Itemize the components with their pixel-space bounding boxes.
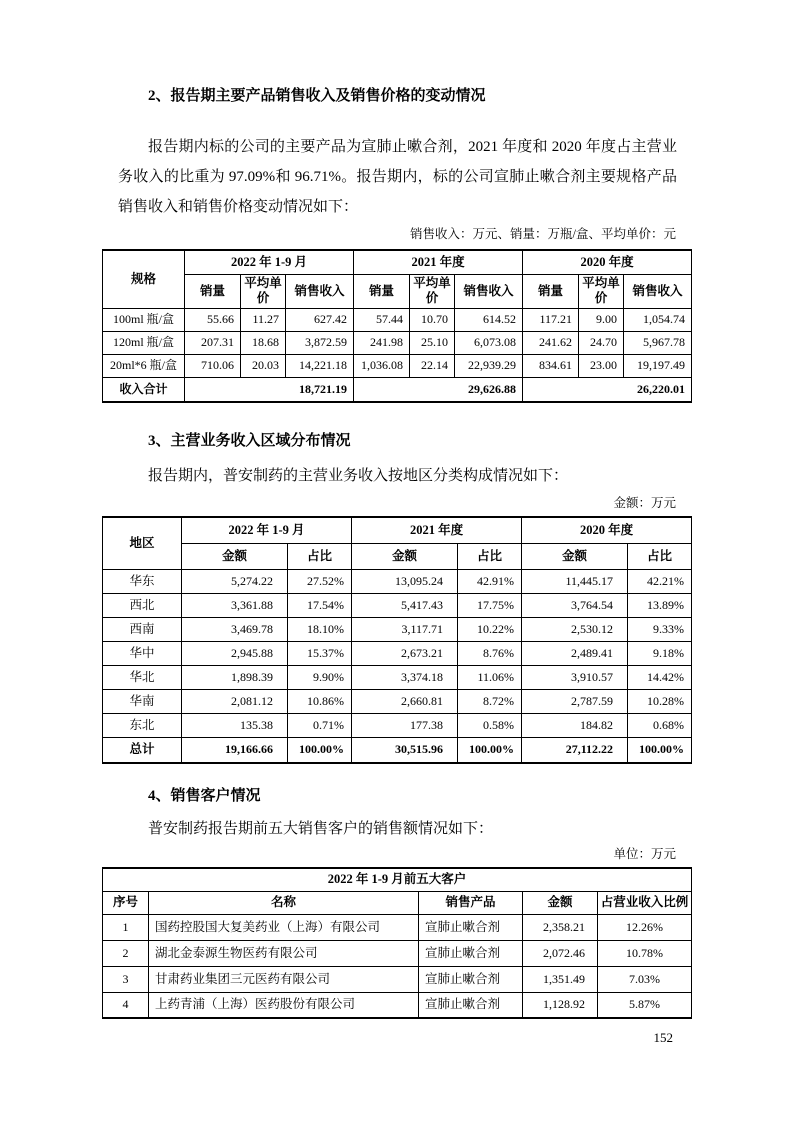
- amount-cell: 1,351.49: [523, 966, 598, 992]
- amount-cell: 2,530.12: [522, 617, 628, 641]
- product-sales-table: [102, 249, 692, 403]
- value-cell: 24.70: [579, 331, 624, 354]
- column-header: 金额: [523, 891, 598, 914]
- table-row: [103, 914, 692, 940]
- subheader: 销售收入: [286, 274, 354, 308]
- value-cell: 14,221.18: [286, 354, 354, 377]
- region-cell: 华北: [103, 665, 182, 689]
- section3-paragraph: 报告期内，普安制药的主营业务收入按地区分类构成情况如下：: [148, 468, 569, 484]
- value-cell: 5,967.78: [624, 331, 692, 354]
- ratio-cell: 8.72%: [458, 689, 522, 713]
- value-cell: 20.03: [241, 354, 286, 377]
- top-customers-table: [102, 867, 692, 1019]
- total-value-cell: 29,626.88: [354, 377, 523, 402]
- amount-cell: 2,072.46: [523, 940, 598, 966]
- region-cell: 华中: [103, 641, 182, 665]
- section3-heading: 3、主营业务收入区域分布情况: [148, 433, 351, 449]
- table-row: [103, 665, 692, 689]
- column-header: 占营业收入比例: [598, 891, 692, 914]
- value-cell: 19,197.49: [624, 354, 692, 377]
- spec-cell: 100ml 瓶/盒: [103, 308, 185, 331]
- ratio-cell: 0.58%: [458, 713, 522, 737]
- value-cell: 6,073.08: [455, 331, 523, 354]
- subheader: 平均单价: [410, 274, 455, 308]
- subheader: 销量: [523, 274, 579, 308]
- table-row: [103, 966, 692, 992]
- subheader: 销量: [185, 274, 241, 308]
- table2-unit-note: 金额：万元: [613, 496, 676, 510]
- index-cell: 3: [103, 966, 149, 992]
- value-cell: 710.06: [185, 354, 241, 377]
- table-subheader-row: [103, 274, 692, 308]
- ratio-cell: 15.37%: [288, 641, 352, 665]
- table-row: [103, 641, 692, 665]
- table-row: [103, 992, 692, 1018]
- value-cell: 834.61: [523, 354, 579, 377]
- amount-cell: 5,274.22: [182, 569, 288, 593]
- section2-heading: 2、报告期主要产品销售收入及销售价格的变动情况: [148, 88, 486, 104]
- subheader: 销量: [354, 274, 410, 308]
- value-cell: 1,036.08: [354, 354, 410, 377]
- ratio-cell: 14.42%: [628, 665, 692, 689]
- amount-cell: 13,095.24: [352, 569, 458, 593]
- table3-unit-note: 单位：万元: [613, 847, 676, 861]
- ratio-cell: 17.75%: [458, 593, 522, 617]
- ratio-cell: 8.76%: [458, 641, 522, 665]
- section2-paragraph: 报告期内标的公司的主要产品为宣肺止嗽合剂，2021 年度和 2020 年度占主营业务收入的比重为 97.09%和 96.71%。报告期内，标的公司宣肺止嗽合剂主要规格产品销售收入和销售价格变动情况如下：: [118, 139, 677, 215]
- ratio-cell: 0.71%: [288, 713, 352, 737]
- subheader: 金额: [182, 543, 288, 569]
- period-header: 2022 年 1-9 月: [182, 517, 352, 543]
- ratio-cell: 27.52%: [288, 569, 352, 593]
- table-total-row: [103, 377, 692, 402]
- region-column-header: 地区: [103, 517, 182, 569]
- period-header: 2020 年度: [522, 517, 692, 543]
- ratio-cell: 11.06%: [458, 665, 522, 689]
- table-title: 2022 年 1-9 月前五大客户: [103, 868, 692, 891]
- region-cell: 华南: [103, 689, 182, 713]
- ratio-cell: 10.86%: [288, 689, 352, 713]
- table-row: [103, 617, 692, 641]
- value-cell: 207.31: [185, 331, 241, 354]
- table-row: [103, 569, 692, 593]
- spec-cell: 120ml 瓶/盒: [103, 331, 185, 354]
- amount-cell: 3,361.88: [182, 593, 288, 617]
- amount-cell: 2,945.88: [182, 641, 288, 665]
- table-header-row: [103, 517, 692, 543]
- total-value-cell: 30,515.96: [352, 737, 458, 763]
- subheader: 占比: [458, 543, 522, 569]
- section4-paragraph: 普安制药报告期前五大销售客户的销售额情况如下：: [148, 821, 494, 837]
- total-label-cell: 收入合计: [103, 377, 185, 402]
- index-cell: 4: [103, 992, 149, 1018]
- ratio-cell: 9.90%: [288, 665, 352, 689]
- value-cell: 117.21: [523, 308, 579, 331]
- table-row: [103, 713, 692, 737]
- ratio-cell: 5.87%: [598, 992, 692, 1018]
- product-cell: 宣肺止嗽合剂: [419, 992, 523, 1018]
- value-cell: 55.66: [185, 308, 241, 331]
- total-value-cell: 19,166.66: [182, 737, 288, 763]
- table-row: [103, 940, 692, 966]
- product-cell: 宣肺止嗽合剂: [419, 940, 523, 966]
- value-cell: 22,939.29: [455, 354, 523, 377]
- column-header: 名称: [149, 891, 419, 914]
- total-value-cell: 27,112.22: [522, 737, 628, 763]
- total-value-cell: 100.00%: [628, 737, 692, 763]
- amount-cell: 2,081.12: [182, 689, 288, 713]
- value-cell: 57.44: [354, 308, 410, 331]
- table-row: [103, 593, 692, 617]
- period-header: 2020 年度: [523, 250, 692, 274]
- table-row: [103, 331, 692, 354]
- region-cell: 西北: [103, 593, 182, 617]
- value-cell: 241.62: [523, 331, 579, 354]
- period-header: 2021 年度: [352, 517, 522, 543]
- total-value-cell: 100.00%: [288, 737, 352, 763]
- product-cell: 宣肺止嗽合剂: [419, 966, 523, 992]
- value-cell: 18.68: [241, 331, 286, 354]
- ratio-cell: 10.78%: [598, 940, 692, 966]
- amount-cell: 1,898.39: [182, 665, 288, 689]
- subheader: 平均单价: [579, 274, 624, 308]
- ratio-cell: 7.03%: [598, 966, 692, 992]
- value-cell: 25.10: [410, 331, 455, 354]
- ratio-cell: 42.21%: [628, 569, 692, 593]
- ratio-cell: 10.28%: [628, 689, 692, 713]
- ratio-cell: 18.10%: [288, 617, 352, 641]
- amount-cell: 2,673.21: [352, 641, 458, 665]
- table-title-row: [103, 868, 692, 891]
- amount-cell: 135.38: [182, 713, 288, 737]
- ratio-cell: 0.68%: [628, 713, 692, 737]
- value-cell: 1,054.74: [624, 308, 692, 331]
- customer-name-cell: 甘肃药业集团三元医药有限公司: [149, 966, 419, 992]
- value-cell: 627.42: [286, 308, 354, 331]
- total-label-cell: 总计: [103, 737, 182, 763]
- spec-column-header: 规格: [103, 250, 185, 308]
- amount-cell: 3,117.71: [352, 617, 458, 641]
- value-cell: 241.98: [354, 331, 410, 354]
- subheader: 占比: [628, 543, 692, 569]
- subheader: 金额: [522, 543, 628, 569]
- index-cell: 1: [103, 914, 149, 940]
- ratio-cell: 9.33%: [628, 617, 692, 641]
- amount-cell: 2,489.41: [522, 641, 628, 665]
- region-revenue-table: [102, 516, 692, 764]
- ratio-cell: 10.22%: [458, 617, 522, 641]
- amount-cell: 3,910.57: [522, 665, 628, 689]
- table-row: [103, 354, 692, 377]
- region-cell: 华东: [103, 569, 182, 593]
- period-header: 2021 年度: [354, 250, 523, 274]
- subheader: 金额: [352, 543, 458, 569]
- customer-name-cell: 国药控股国大复美药业（上海）有限公司: [149, 914, 419, 940]
- subheader: 销售收入: [455, 274, 523, 308]
- spec-cell: 20ml*6 瓶/盒: [103, 354, 185, 377]
- table-subheader-row: [103, 543, 692, 569]
- value-cell: 614.52: [455, 308, 523, 331]
- column-header: 序号: [103, 891, 149, 914]
- customer-name-cell: 上药青浦（上海）医药股份有限公司: [149, 992, 419, 1018]
- column-header: 销售产品: [419, 891, 523, 914]
- product-cell: 宣肺止嗽合剂: [419, 914, 523, 940]
- amount-cell: 3,764.54: [522, 593, 628, 617]
- table-total-row: [103, 737, 692, 763]
- subheader: 平均单价: [241, 274, 286, 308]
- region-cell: 西南: [103, 617, 182, 641]
- amount-cell: 184.82: [522, 713, 628, 737]
- ratio-cell: 12.26%: [598, 914, 692, 940]
- total-value-cell: 26,220.01: [523, 377, 692, 402]
- subheader: 占比: [288, 543, 352, 569]
- amount-cell: 2,358.21: [523, 914, 598, 940]
- value-cell: 3,872.59: [286, 331, 354, 354]
- ratio-cell: 17.54%: [288, 593, 352, 617]
- value-cell: 11.27: [241, 308, 286, 331]
- period-header: 2022 年 1-9 月: [185, 250, 354, 274]
- index-cell: 2: [103, 940, 149, 966]
- amount-cell: 2,787.59: [522, 689, 628, 713]
- region-cell: 东北: [103, 713, 182, 737]
- ratio-cell: 9.18%: [628, 641, 692, 665]
- amount-cell: 3,469.78: [182, 617, 288, 641]
- value-cell: 23.00: [579, 354, 624, 377]
- amount-cell: 2,660.81: [352, 689, 458, 713]
- ratio-cell: 42.91%: [458, 569, 522, 593]
- customer-name-cell: 湖北金泰源生物医药有限公司: [149, 940, 419, 966]
- subheader: 销售收入: [624, 274, 692, 308]
- page-number: 152: [653, 1030, 673, 1045]
- ratio-cell: 13.89%: [628, 593, 692, 617]
- amount-cell: 177.38: [352, 713, 458, 737]
- amount-cell: 11,445.17: [522, 569, 628, 593]
- table-row: [103, 689, 692, 713]
- total-value-cell: 18,721.19: [185, 377, 354, 402]
- amount-cell: 5,417.43: [352, 593, 458, 617]
- table-row: [103, 308, 692, 331]
- value-cell: 22.14: [410, 354, 455, 377]
- amount-cell: 3,374.18: [352, 665, 458, 689]
- table-header-row: [103, 891, 692, 914]
- value-cell: 10.70: [410, 308, 455, 331]
- value-cell: 9.00: [579, 308, 624, 331]
- table1-unit-note: 销售收入：万元、销量：万瓶/盒、平均单价：元: [410, 227, 676, 241]
- table-header-row: [103, 250, 692, 274]
- amount-cell: 1,128.92: [523, 992, 598, 1018]
- total-value-cell: 100.00%: [458, 737, 522, 763]
- section4-heading: 4、销售客户情况: [148, 788, 261, 804]
